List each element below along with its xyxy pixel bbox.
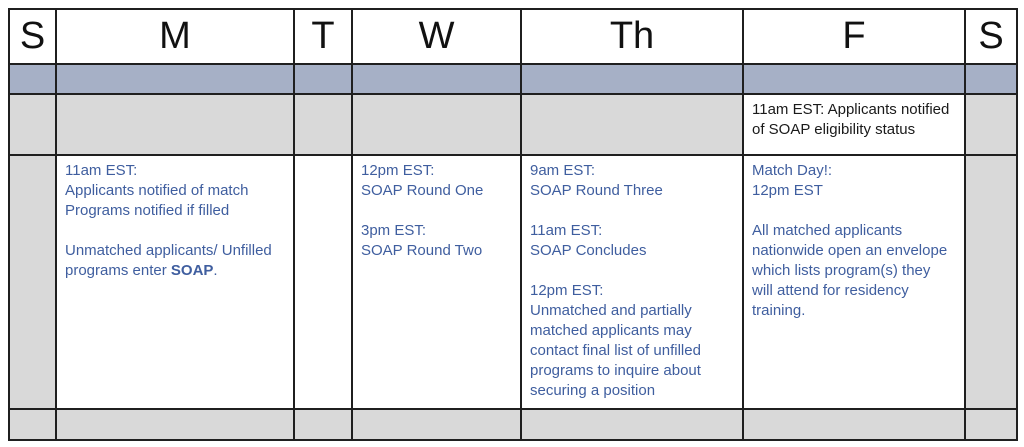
footer-cell-monday [56, 409, 294, 440]
soap-line-prefix: programs enter [65, 262, 171, 279]
eligibility-cell-sunday-right [965, 94, 1017, 155]
eligibility-cell-friday [743, 94, 965, 155]
events-cell-sunday-left [9, 155, 56, 409]
eligibility-cell-tuesday [294, 94, 352, 155]
events-cell-friday [743, 155, 965, 409]
band-cell-tuesday [294, 64, 352, 94]
eligibility-row [9, 94, 1017, 155]
calendar-table [8, 8, 1018, 441]
day-header-monday: M [56, 9, 294, 64]
eligibility-cell-wednesday [352, 94, 521, 155]
events-cell-tuesday [294, 155, 352, 409]
footer-cell-wednesday [352, 409, 521, 440]
day-header-wednesday: W [352, 9, 521, 64]
wednesday-event-lines: 12pm EST: SOAP Round One 3pm EST: SOAP Round Two [361, 162, 484, 259]
eligibility-cell-sunday-left [9, 94, 56, 155]
eligibility-cell-thursday [521, 94, 743, 155]
band-cell-thursday [521, 64, 743, 94]
week-band-row [9, 64, 1017, 94]
events-row [9, 155, 1017, 409]
eligibility-cell-monday [56, 94, 294, 155]
monday-soap-line [65, 261, 285, 281]
header-row [9, 9, 1017, 64]
footer-cell-sunday-right [965, 409, 1017, 440]
day-header-sunday-right: S [965, 9, 1017, 64]
band-cell-friday [743, 64, 965, 94]
band-cell-sunday-left [9, 64, 56, 94]
band-cell-wednesday [352, 64, 521, 94]
footer-cell-tuesday [294, 409, 352, 440]
monday-event-lines: 11am EST: Applicants notified of match Programs notified if filled Unmatched applicants/ Unfilled [65, 162, 272, 259]
day-header-sunday-left: S [9, 9, 56, 64]
events-cell-thursday [521, 155, 743, 409]
footer-cell-friday [743, 409, 965, 440]
day-header-friday: F [743, 9, 965, 64]
soap-line-suffix: . [213, 262, 218, 279]
footer-cell-thursday [521, 409, 743, 440]
soap-eligibility-notice: 11am EST: Applicants notified of SOAP eligibility status [752, 101, 950, 138]
footer-band-row [9, 409, 1017, 440]
day-header-tuesday: T [294, 9, 352, 64]
events-cell-monday [56, 155, 294, 409]
events-cell-sunday-right [965, 155, 1017, 409]
friday-event-lines: Match Day!: 12pm EST All matched applicants nationwide open an envelope which lists program(s) they will attend for residency training. [752, 162, 948, 319]
band-cell-monday [56, 64, 294, 94]
soap-line-bold: SOAP [170, 262, 214, 279]
thursday-event-lines: 9am EST: SOAP Round Three 11am EST: SOAP Concludes 12pm EST: Unmatched and partially matched applicants may contact final list of unfilled programs to inquire about securing a position [530, 162, 701, 399]
footer-cell-sunday-left [9, 409, 56, 440]
events-cell-wednesday [352, 155, 521, 409]
band-cell-sunday-right [965, 64, 1017, 94]
day-header-thursday: Th [521, 9, 743, 64]
